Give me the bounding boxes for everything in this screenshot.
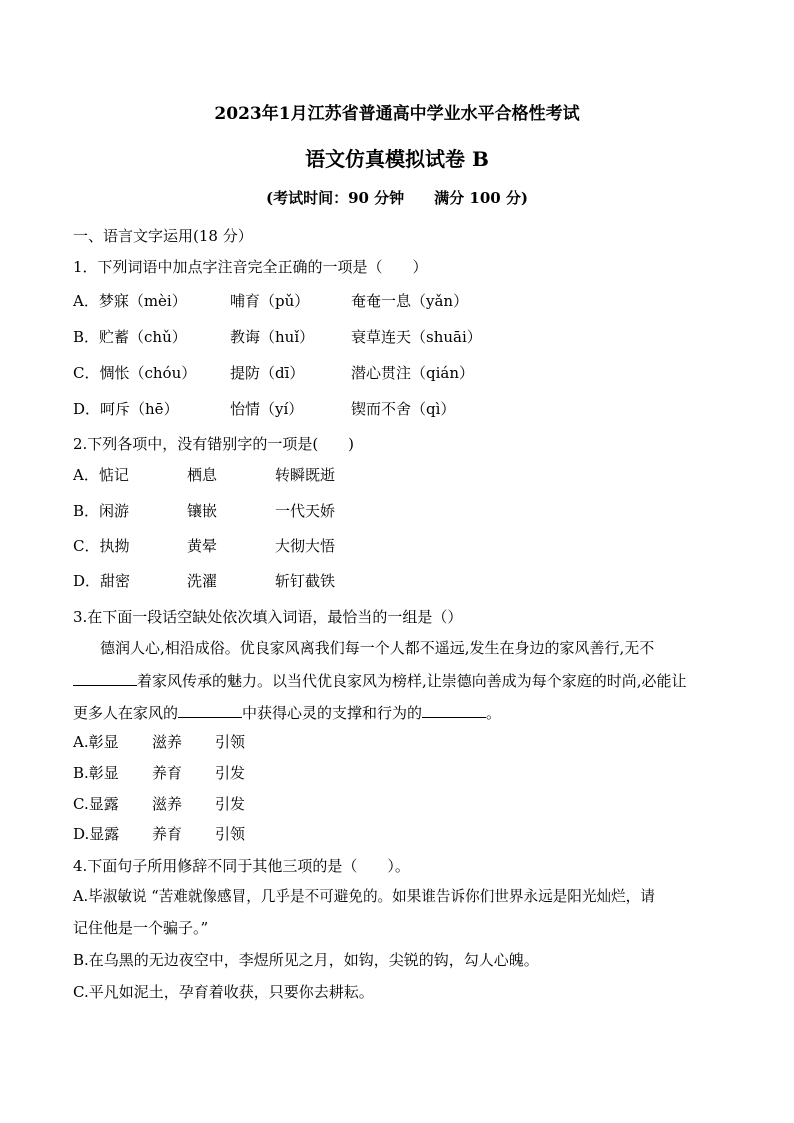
passage-text: 中获得心灵的支撑和行为的: [242, 704, 423, 722]
option-word: 大彻大悟: [275, 537, 336, 555]
passage-text: 着家风传承的魅力。以当代优良家风为榜样,让崇德向善成为每个家庭的时尚,必能让: [137, 672, 687, 690]
option-word: 斩钉截铁: [275, 572, 336, 590]
q4-option-a-line-1: A.毕淑敏说 “苦难就像感冒，几乎是不可避免的。如果谁告诉你们世界永远是阳光灿烂，请: [73, 888, 655, 905]
q4-option-b: B.在乌黑的无边夜空中，李煜所见之月，如钩，尖锐的钩，勾人心魄。: [73, 951, 539, 969]
exam-info: (考试时间：90 分钟 满分 100 分): [265, 189, 529, 207]
exam-title: 2023年1月江苏省普通高中学业水平合格性考试: [214, 104, 580, 124]
passage-text: 更多人在家风的: [73, 704, 179, 722]
option-word: 洗濯: [187, 572, 218, 590]
question-4-stem: 4.下面句子所用修辞不同于其他三项的是（ ）。: [73, 857, 410, 875]
question-2-stem: 2.下列各项中，没有错别字的一项是( ): [73, 435, 355, 453]
option-word: 养育: [152, 764, 183, 782]
exam-subtitle: 语文仿真模拟试卷 B: [305, 147, 489, 171]
option-word: 怡情（yí）: [230, 400, 304, 418]
option-label: D．甜密: [73, 572, 131, 590]
option-word: 栖息: [187, 466, 218, 484]
option-word: 镶嵌: [187, 502, 218, 520]
option-word: 滋养: [152, 733, 183, 751]
option-word: 引发: [215, 764, 246, 782]
passage-text: 。: [486, 704, 502, 722]
option-word: 转瞬既逝: [275, 466, 336, 484]
option-word: 锲而不舍（qì）: [351, 400, 456, 418]
option-word: 潜心贯注（qián）: [351, 364, 475, 382]
option-label: D．呵斥（hē）: [73, 400, 179, 418]
option-word: 引领: [215, 733, 246, 751]
fill-blank: [422, 701, 486, 718]
option-word: 教诲（huǐ）: [230, 328, 315, 346]
question-1-stem: 1．下列词语中加点字注音完全正确的一项是（ ）: [73, 258, 428, 276]
question-3-stem: 3.在下面一段话空缺处依次填入词语，最恰当的一组是（）: [73, 608, 463, 626]
option-word: 提防（dī）: [230, 364, 305, 382]
option-word: 黄晕: [187, 537, 218, 555]
fill-blank: [73, 669, 137, 686]
option-label: B.彰显: [73, 764, 119, 782]
option-label: C．执拗: [73, 537, 130, 555]
option-word: 滋养: [152, 795, 183, 813]
fill-blank: [178, 701, 242, 718]
option-word: 哺育（pǔ）: [230, 292, 310, 310]
q3-passage-line-2: [73, 669, 687, 691]
q3-passage-line-3: [73, 701, 501, 723]
option-label: B．闲游: [73, 502, 130, 520]
section-heading: 一、语言文字运用(18 分）: [73, 227, 253, 245]
option-label: A．惦记: [73, 466, 129, 484]
option-word: 一代天娇: [275, 502, 336, 520]
option-label: C.显露: [73, 795, 119, 813]
option-label: D.显露: [73, 825, 120, 843]
option-word: 奄奄一息（yǎn）: [351, 292, 469, 310]
option-word: 养育: [152, 825, 183, 843]
option-label: C．惆怅（chóu）: [73, 364, 197, 382]
option-word: 引领: [215, 825, 246, 843]
q4-option-c: C.平凡如泥土，孕育着收获，只要你去耕耘。: [73, 983, 374, 1001]
option-label: A.彰显: [73, 733, 119, 751]
option-label: B．贮蓄（chǔ）: [73, 328, 187, 346]
q4-option-a-line-2: 记住他是一个骗子。”: [73, 919, 209, 937]
option-word: 衰草连天（shuāi）: [351, 328, 482, 346]
option-word: 引发: [215, 795, 246, 813]
option-label: A．梦寐（mèi）: [73, 292, 187, 310]
q3-passage-line-1: 德润人心,相沿成俗。优良家风离我们每一个人都不遥远,发生在身边的家风善行,无不: [100, 639, 655, 657]
